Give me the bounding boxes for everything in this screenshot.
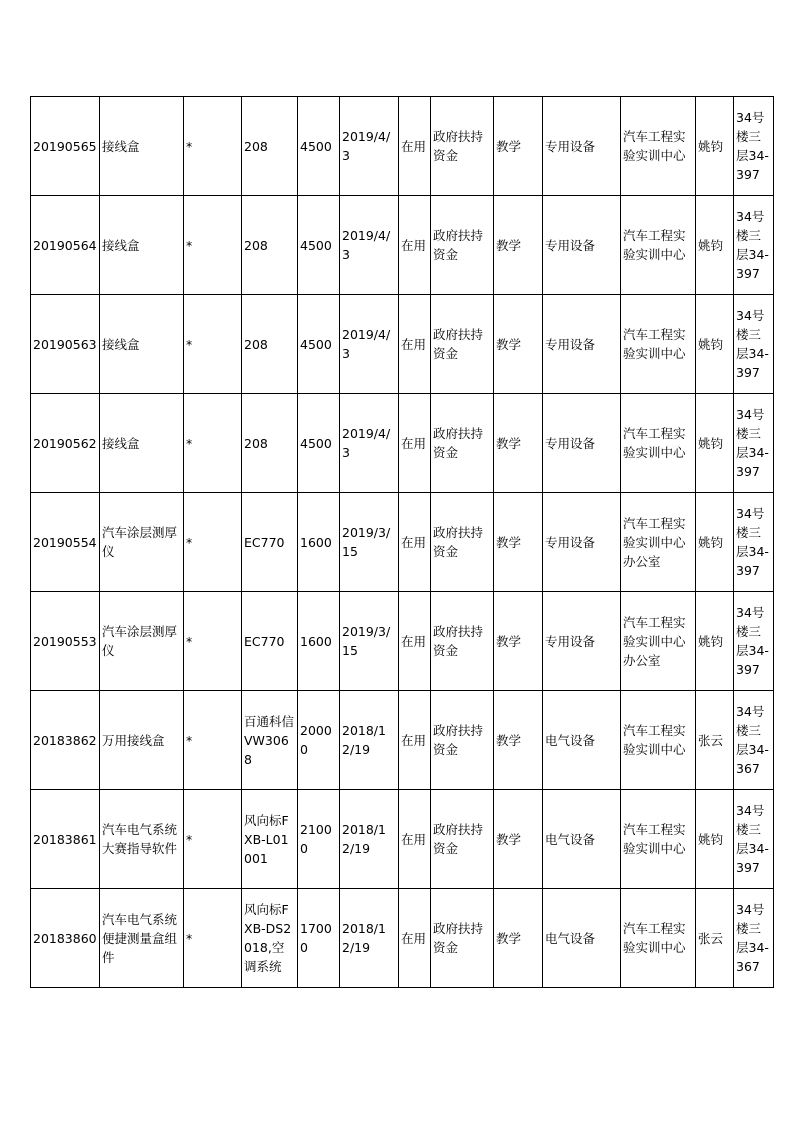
asset-price-cell: 4500 <box>298 394 340 493</box>
usage-cell: 教学 <box>494 790 543 889</box>
funding-source-cell: 政府扶持资金 <box>431 295 494 394</box>
asset-name-cell: 汽车涂层测厚仪 <box>100 592 184 691</box>
usage-cell: 教学 <box>494 394 543 493</box>
asset-price-cell: 20000 <box>298 691 340 790</box>
funding-source-cell: 政府扶持资金 <box>431 592 494 691</box>
location-cell: 34号楼三层34-397 <box>734 295 774 394</box>
category-cell: 专用设备 <box>543 196 621 295</box>
category-cell: 电气设备 <box>543 691 621 790</box>
location-cell: 34号楼三层34-397 <box>734 97 774 196</box>
asset-id-cell: 20183861 <box>31 790 100 889</box>
purchase-date-cell: 2018/12/19 <box>340 691 399 790</box>
department-cell: 汽车工程实验实训中心 <box>621 196 696 295</box>
asset-price-cell: 4500 <box>298 196 340 295</box>
asset-name-cell: 汽车涂层测厚仪 <box>100 493 184 592</box>
asset-id-cell: 20183862 <box>31 691 100 790</box>
keeper-cell: 姚钧 <box>696 196 734 295</box>
location-cell: 34号楼三层34-367 <box>734 889 774 988</box>
asset-name-cell: 接线盒 <box>100 196 184 295</box>
usage-cell: 教学 <box>494 691 543 790</box>
purchase-date-cell: 2019/4/3 <box>340 295 399 394</box>
asset-model-cell: EC770 <box>242 493 298 592</box>
asset-model-cell: 208 <box>242 97 298 196</box>
category-cell: 电气设备 <box>543 790 621 889</box>
asset-model-cell: 风向标FXB-DS2018,空调系统 <box>242 889 298 988</box>
table-row <box>31 196 774 295</box>
keeper-cell: 张云 <box>696 889 734 988</box>
department-cell: 汽车工程实验实训中心 <box>621 790 696 889</box>
keeper-cell: 姚钧 <box>696 295 734 394</box>
asset-name-cell: 万用接线盒 <box>100 691 184 790</box>
asset-mark-cell: * <box>184 196 242 295</box>
keeper-cell: 姚钧 <box>696 592 734 691</box>
table-row <box>31 790 774 889</box>
funding-source-cell: 政府扶持资金 <box>431 97 494 196</box>
location-cell: 34号楼三层34-397 <box>734 592 774 691</box>
funding-source-cell: 政府扶持资金 <box>431 394 494 493</box>
funding-source-cell: 政府扶持资金 <box>431 790 494 889</box>
department-cell: 汽车工程实验实训中心 <box>621 295 696 394</box>
location-cell: 34号楼三层34-397 <box>734 493 774 592</box>
usage-cell: 教学 <box>494 295 543 394</box>
department-cell: 汽车工程实验实训中心 <box>621 394 696 493</box>
asset-mark-cell: * <box>184 97 242 196</box>
asset-model-cell: 208 <box>242 295 298 394</box>
asset-id-cell: 20190564 <box>31 196 100 295</box>
department-cell: 汽车工程实验实训中心 <box>621 97 696 196</box>
asset-price-cell: 1600 <box>298 493 340 592</box>
asset-mark-cell: * <box>184 889 242 988</box>
asset-id-cell: 20190554 <box>31 493 100 592</box>
asset-name-cell: 接线盒 <box>100 295 184 394</box>
asset-id-cell: 20190553 <box>31 592 100 691</box>
location-cell: 34号楼三层34-397 <box>734 196 774 295</box>
asset-mark-cell: * <box>184 493 242 592</box>
category-cell: 专用设备 <box>543 295 621 394</box>
asset-id-cell: 20183860 <box>31 889 100 988</box>
asset-table <box>30 96 774 988</box>
asset-mark-cell: * <box>184 394 242 493</box>
keeper-cell: 姚钧 <box>696 394 734 493</box>
asset-model-cell: 风向标FXB-L01001 <box>242 790 298 889</box>
department-cell: 汽车工程实验实训中心办公室 <box>621 493 696 592</box>
asset-id-cell: 20190563 <box>31 295 100 394</box>
asset-mark-cell: * <box>184 691 242 790</box>
purchase-date-cell: 2018/12/19 <box>340 790 399 889</box>
asset-name-cell: 汽车电气系统大赛指导软件 <box>100 790 184 889</box>
department-cell: 汽车工程实验实训中心 <box>621 889 696 988</box>
usage-cell: 教学 <box>494 196 543 295</box>
status-cell: 在用 <box>399 196 431 295</box>
asset-price-cell: 4500 <box>298 295 340 394</box>
purchase-date-cell: 2019/4/3 <box>340 196 399 295</box>
category-cell: 专用设备 <box>543 97 621 196</box>
table-row <box>31 592 774 691</box>
asset-model-cell: 208 <box>242 394 298 493</box>
status-cell: 在用 <box>399 889 431 988</box>
status-cell: 在用 <box>399 394 431 493</box>
purchase-date-cell: 2019/3/15 <box>340 592 399 691</box>
table-body <box>31 97 774 988</box>
keeper-cell: 张云 <box>696 691 734 790</box>
asset-id-cell: 20190565 <box>31 97 100 196</box>
category-cell: 专用设备 <box>543 592 621 691</box>
status-cell: 在用 <box>399 592 431 691</box>
table-row <box>31 889 774 988</box>
asset-model-cell: 百通科信VW3068 <box>242 691 298 790</box>
table-row <box>31 295 774 394</box>
table-row <box>31 97 774 196</box>
usage-cell: 教学 <box>494 97 543 196</box>
keeper-cell: 姚钧 <box>696 97 734 196</box>
asset-mark-cell: * <box>184 790 242 889</box>
usage-cell: 教学 <box>494 889 543 988</box>
location-cell: 34号楼三层34-367 <box>734 691 774 790</box>
asset-name-cell: 接线盒 <box>100 394 184 493</box>
department-cell: 汽车工程实验实训中心办公室 <box>621 592 696 691</box>
location-cell: 34号楼三层34-397 <box>734 790 774 889</box>
status-cell: 在用 <box>399 790 431 889</box>
purchase-date-cell: 2019/4/3 <box>340 394 399 493</box>
category-cell: 专用设备 <box>543 493 621 592</box>
asset-name-cell: 汽车电气系统便捷测量盒组件 <box>100 889 184 988</box>
purchase-date-cell: 2019/3/15 <box>340 493 399 592</box>
status-cell: 在用 <box>399 97 431 196</box>
asset-model-cell: 208 <box>242 196 298 295</box>
department-cell: 汽车工程实验实训中心 <box>621 691 696 790</box>
asset-name-cell: 接线盒 <box>100 97 184 196</box>
purchase-date-cell: 2019/4/3 <box>340 97 399 196</box>
status-cell: 在用 <box>399 691 431 790</box>
category-cell: 电气设备 <box>543 889 621 988</box>
location-cell: 34号楼三层34-397 <box>734 394 774 493</box>
asset-price-cell: 1600 <box>298 592 340 691</box>
funding-source-cell: 政府扶持资金 <box>431 889 494 988</box>
funding-source-cell: 政府扶持资金 <box>431 691 494 790</box>
keeper-cell: 姚钧 <box>696 493 734 592</box>
status-cell: 在用 <box>399 295 431 394</box>
table-row <box>31 691 774 790</box>
category-cell: 专用设备 <box>543 394 621 493</box>
asset-mark-cell: * <box>184 295 242 394</box>
asset-model-cell: EC770 <box>242 592 298 691</box>
usage-cell: 教学 <box>494 592 543 691</box>
status-cell: 在用 <box>399 493 431 592</box>
keeper-cell: 姚钧 <box>696 790 734 889</box>
table-row <box>31 493 774 592</box>
usage-cell: 教学 <box>494 493 543 592</box>
asset-mark-cell: * <box>184 592 242 691</box>
table-row <box>31 394 774 493</box>
asset-price-cell: 17000 <box>298 889 340 988</box>
asset-price-cell: 4500 <box>298 97 340 196</box>
asset-price-cell: 21000 <box>298 790 340 889</box>
purchase-date-cell: 2018/12/19 <box>340 889 399 988</box>
funding-source-cell: 政府扶持资金 <box>431 493 494 592</box>
funding-source-cell: 政府扶持资金 <box>431 196 494 295</box>
asset-id-cell: 20190562 <box>31 394 100 493</box>
